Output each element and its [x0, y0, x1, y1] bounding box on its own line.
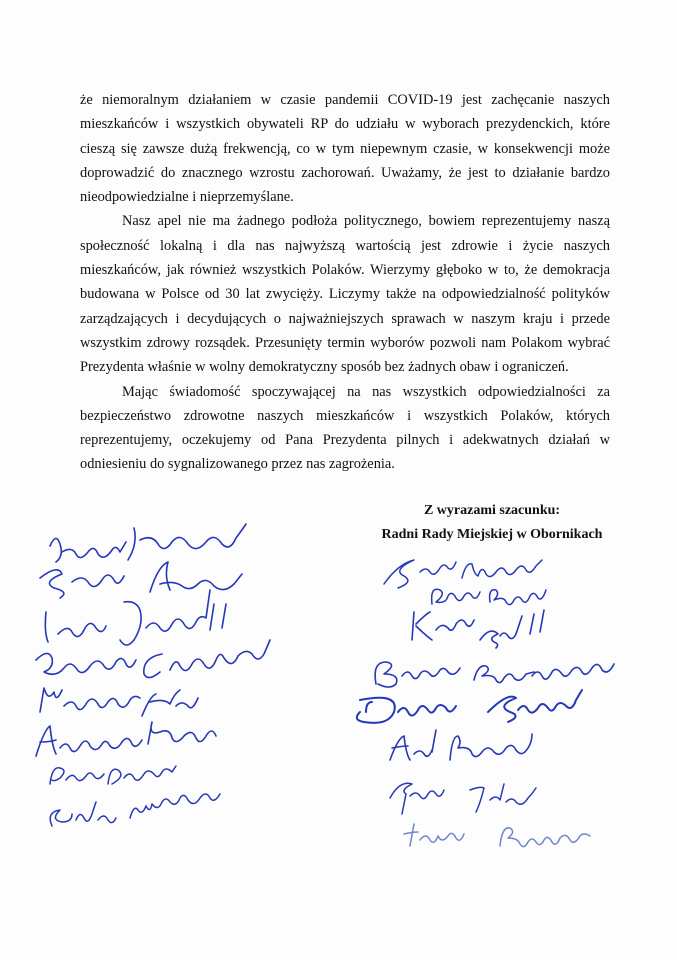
signature-right-3	[412, 610, 544, 648]
signature-right-8	[404, 824, 590, 847]
signature-left-2	[40, 562, 242, 598]
signature-right-2	[432, 589, 546, 604]
paragraph-continuation: że niemoralnym działaniem w czasie pandemii COVID-19 jest zachęcanie naszych mieszkańców i wszystkich obywateli RP do udziału w wyborach prezydenckich, które cieszą się zawsze dużą frekwencją, co w tym niepewnym czasie, w konsekwencji może doprowadzić do znacznego wzrostu zachorowań. Uważamy, że jest to działanie bardzo nieodpowiedzialne i nieprzemyślane.	[80, 92, 610, 206]
paragraph-appeal: Nasz apel nie ma żadnego podłoża politycznego, bowiem reprezentujemy naszą społeczność lokalną i dla nas najwyższą wartością jest zdrowie i życie naszych mieszkańców, jak również wszystkich Polaków. Wierzymy głęboko w to, że demokracja budowana w Polsce od 30 lat zwycięży. Liczymy także na odpowiedzialność polityków zarządzających i decydujących o najważniejszych sprawach w naszym kraju i przede wszystkim zdrowy rozsądek. Przesunięty termin wyborów pozwoli nam Polakom wybrać Prezydenta właśnie w wolny demokratyczny sposób bez żadnych obaw i ograniczeń.	[80, 213, 610, 376]
signature-right-7	[390, 783, 536, 814]
closing-greeting: Z wyrazami szacunku:	[423, 503, 561, 518]
signature-left-1	[50, 524, 246, 562]
signature-left-3	[45, 590, 226, 645]
signature-right-6	[390, 730, 532, 760]
signature-left-7	[50, 766, 176, 784]
signature-right-5	[357, 690, 582, 723]
signature-left-5	[40, 688, 198, 716]
paragraph-expectation: Mając świadomość spoczywającej na nas wszystkich odpowiedzialności za bezpieczeństwo zdrowotne naszych mieszkańców i wszystkich Polaków, których reprezentujemy, oczekujemy od Pana Prezydenta pilnych i adekwatnych działań w odniesieniu do sygnalizowanego przez nas zagrożenia.	[80, 383, 610, 473]
signature-left-4	[36, 640, 270, 678]
signature-left-6	[36, 722, 216, 756]
signature-right-4	[375, 662, 614, 687]
signature-right-1	[384, 560, 542, 588]
signature-left-8	[50, 794, 220, 826]
closing-signatory: Radni Rady Miejskiej w Obornikach	[381, 527, 603, 542]
